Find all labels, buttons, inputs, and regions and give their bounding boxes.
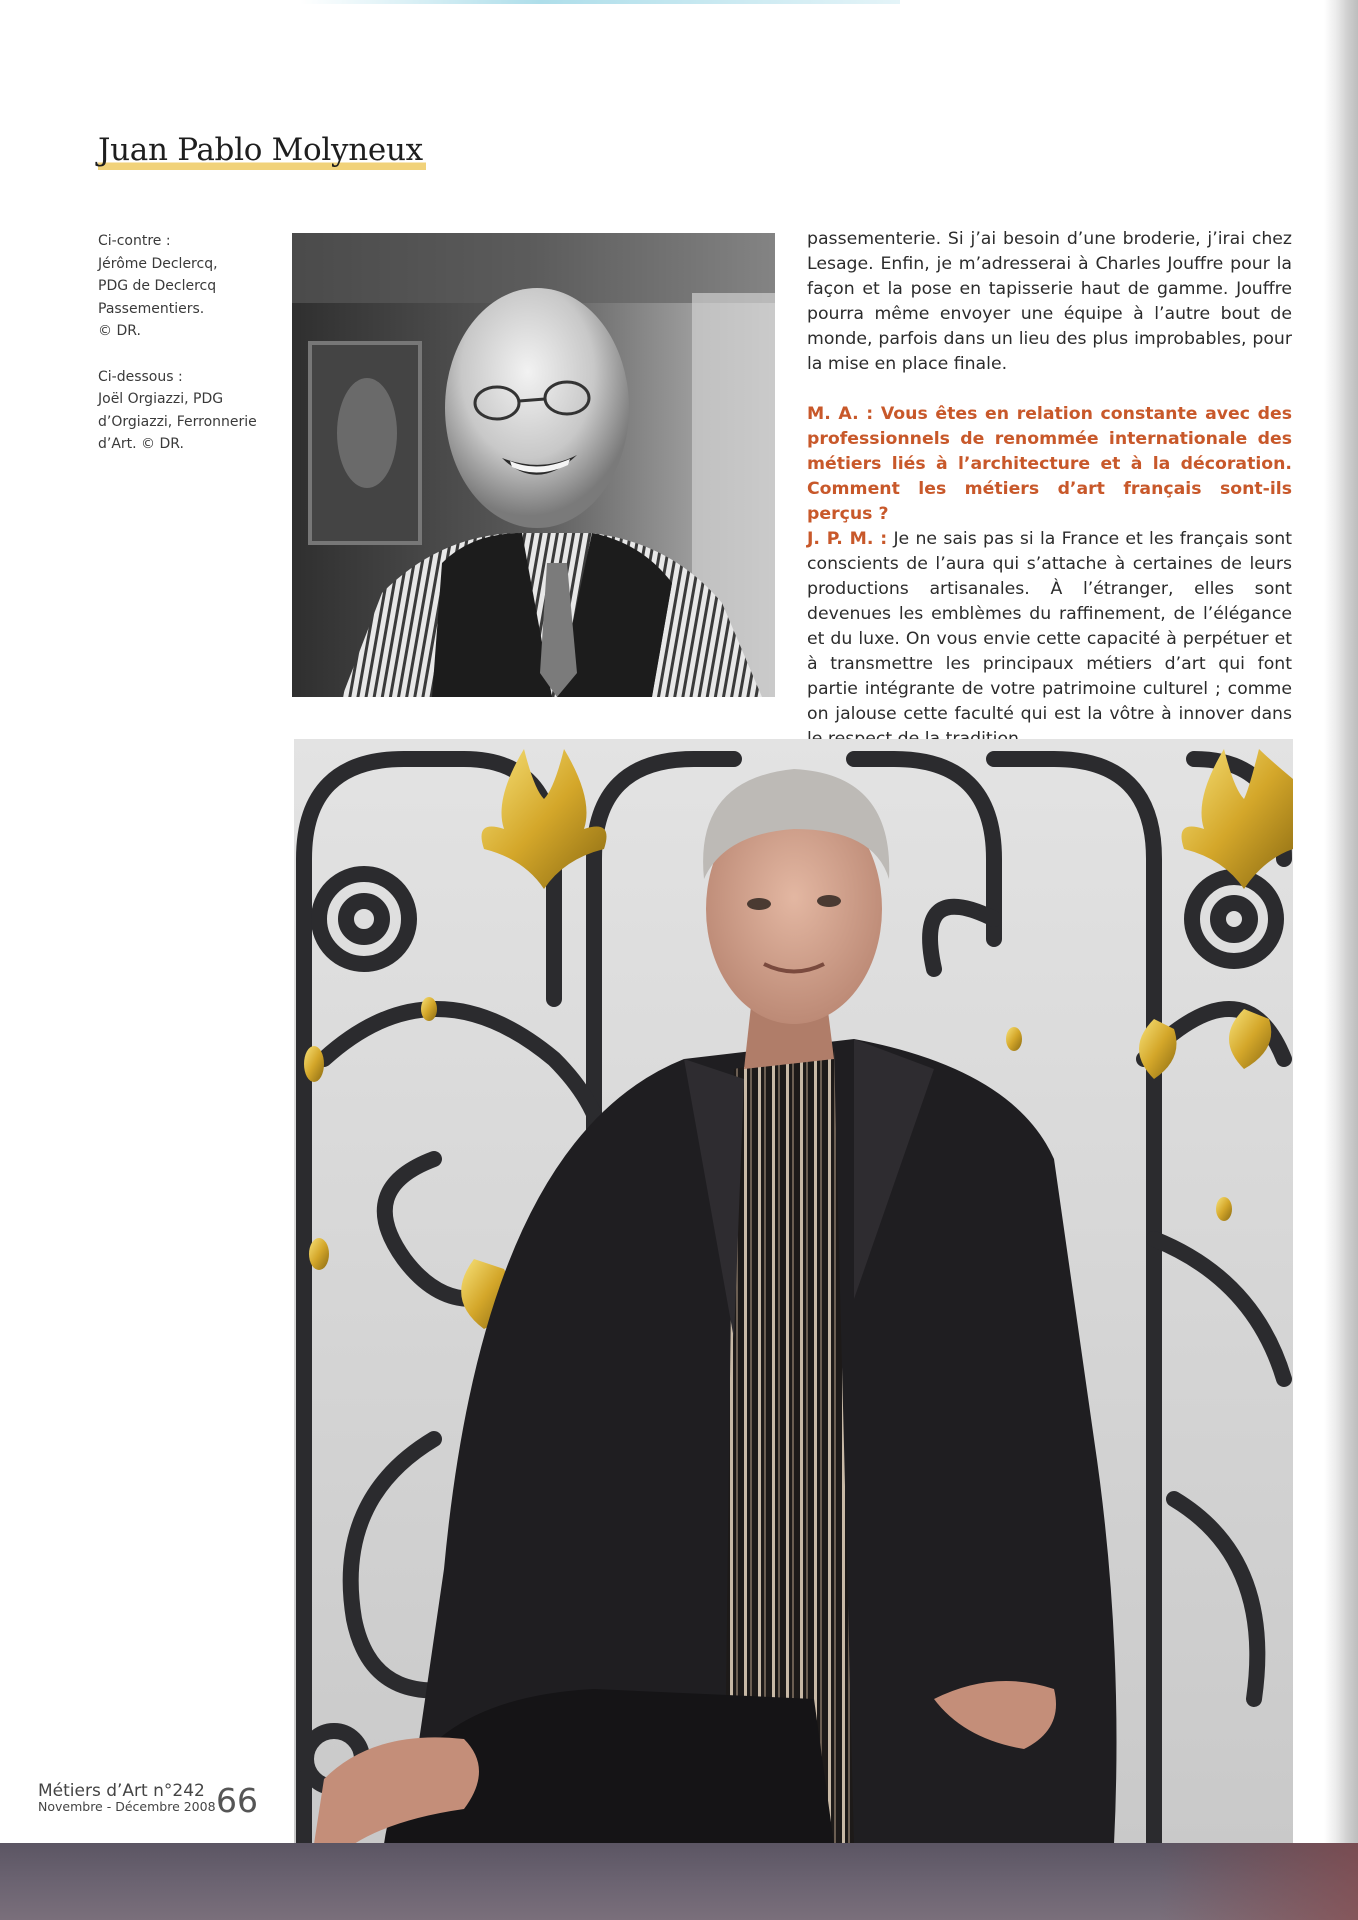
article-body: [807, 227, 1292, 752]
page-number: 66: [216, 1781, 258, 1820]
answer-text: Je ne sais pas si la France et les français sont conscients de l’aura qui s’attache à certaines de leurs productions artisanales. À l’étranger, elles sont devenues les emblèmes du raffinement, de l’élégance et du luxe. On vous envie cette capacité à perpétuer et à transmettre les principaux métiers d’art qui font partie intégrante de votre patrimoine culturel ; comme on jalouse cette faculté qui est la vôtre à innover dans: [807, 529, 1292, 724]
magazine-issue: Métiers d’Art n°242: [38, 1781, 205, 1801]
page-footer: [38, 1781, 258, 1820]
article-paragraph: passementerie. Si j’ai besoin d’une broderie, j’irai chez Lesage. Enfin, je m’adresserai à Charles Jouffre pour la façon et la pose en tapisserie haut de gamme. Jouffre pourra même envoyer une équipe à l’autre bout de monde, parfois dans un lieu des plus improbables, pour la mise en place finale.: [807, 229, 1292, 374]
interview-question: M. A. : Vous êtes en relation constante avec des professionnels de renommée internationale des métiers liés à l’architecture et à la décoration. Comment les métiers d’art français sont-ils perçus ?: [807, 404, 1292, 524]
caption-bottom-photo: Ci-dessous : Joël Orgiazzi, PDG d’Orgiazzi, Ferronnerie d’Art. © DR.: [98, 368, 257, 452]
page-title: Juan Pablo Molyneux: [98, 132, 426, 170]
photo-captions: [98, 230, 268, 479]
portrait-photo-declercq: [292, 233, 775, 697]
portrait-photo-orgiazzi: [294, 739, 1293, 1844]
scan-background-band: [0, 1843, 1358, 1920]
interview-answer: [807, 527, 1292, 752]
caption-top-photo: Ci-contre : Jérôme Declercq, PDG de Declercq Passementiers. © DR.: [98, 233, 218, 339]
issue-date: Novembre - Décembre 2008: [38, 1799, 216, 1814]
page-edge-tint: [300, 0, 900, 4]
answer-speaker-label: J. P. M. :: [807, 529, 888, 549]
page-spine-shadow: [1324, 0, 1358, 1920]
